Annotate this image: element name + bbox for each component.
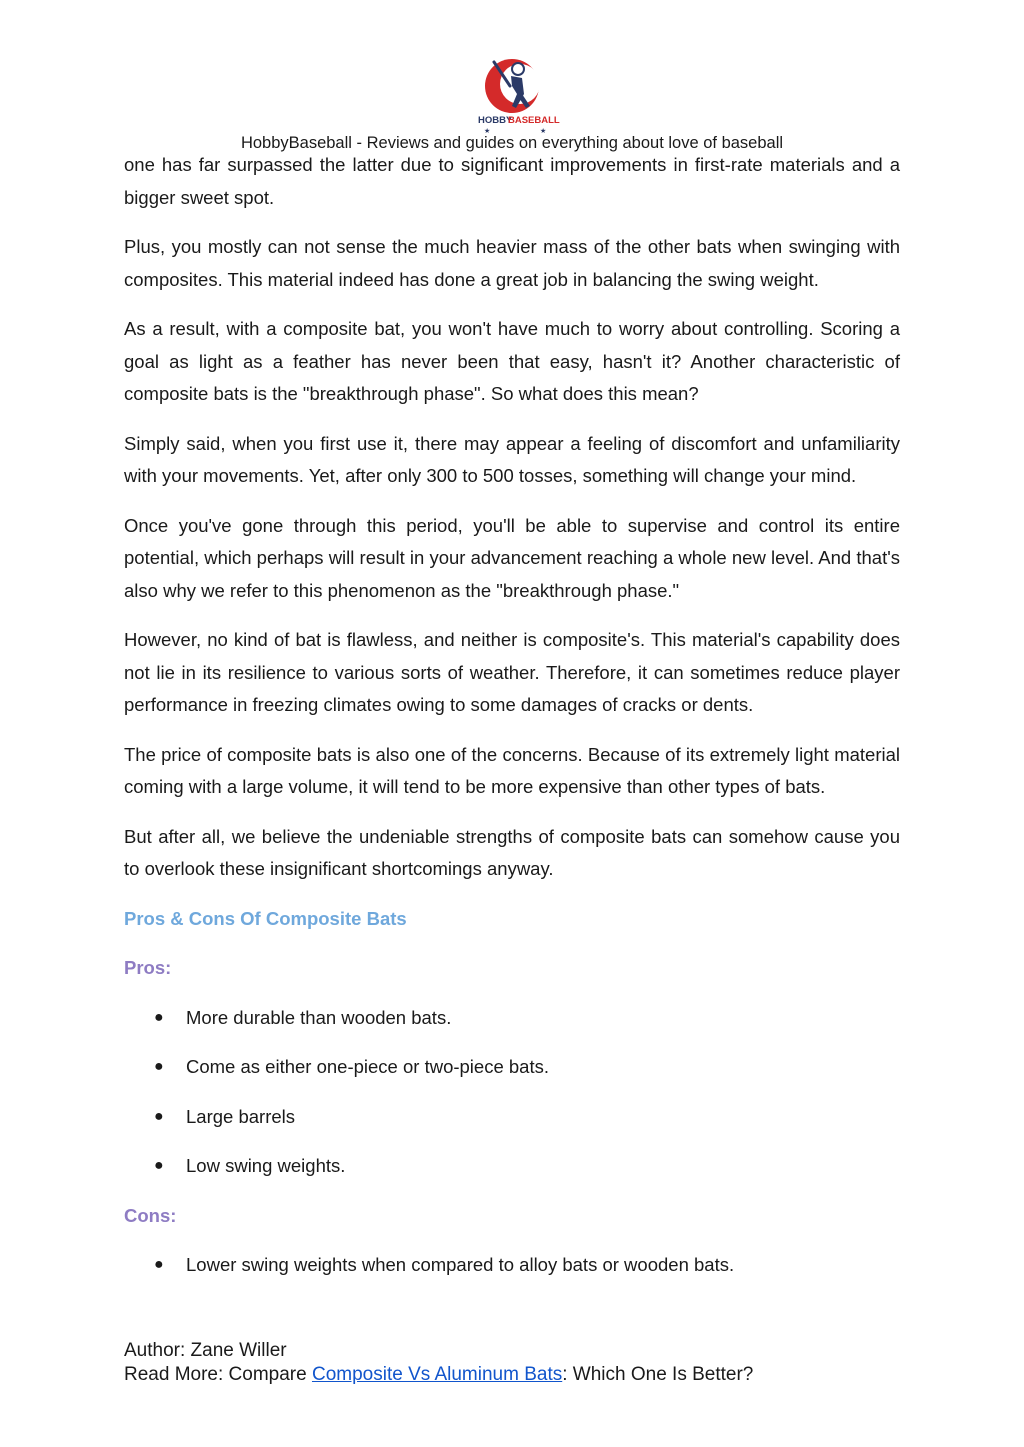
list-item-text: Come as either one-piece or two-piece bats.	[186, 1056, 549, 1077]
logo-wordmark-hobby: HOBBY	[478, 115, 513, 126]
composite-vs-aluminum-link[interactable]: Composite Vs Aluminum Bats	[311, 1364, 563, 1385]
list-item	[124, 1002, 900, 1035]
pros-list	[124, 1002, 900, 1183]
cons-heading: Cons:	[124, 1204, 177, 1226]
paragraph: However, no kind of bat is flawless, and neither is composite's. This material's capability does not lie in its resilience to various sorts of weather. Therefore, it can sometimes reduce player performance in freezing climates owing to some damages of cracks or dents.	[124, 629, 900, 715]
svg-text:★: ★	[540, 128, 547, 135]
paragraph: Once you've gone through this period, you'll be able to supervise and control its entire potential, which perhaps will result in your advancement reaching a whole new level. And that's also why we refer to this phenomenon as the "breakthrough phase."	[124, 514, 900, 601]
bullet-icon: ●	[154, 1008, 164, 1026]
hobbybaseball-logo	[478, 56, 560, 135]
cons-list	[124, 1249, 900, 1282]
list-item	[124, 1101, 900, 1134]
bullet-icon: ●	[154, 1058, 164, 1075]
paragraph: Plus, you mostly can not sense the much heavier mass of the other bats when swinging with composites. This material indeed has done a great job in balancing the swing weight.	[124, 236, 900, 290]
paragraph: But after all, we believe the undeniable strengths of composite bats can somehow cause you to overlook these insignificant shortcomings anyway.	[124, 825, 900, 879]
logo-wordmark-baseball: BASEBALL	[508, 115, 560, 126]
section-heading: Pros & Cons Of Composite Bats	[124, 907, 407, 929]
bullet-icon: ●	[154, 1157, 164, 1174]
bullet-icon: ●	[154, 1256, 164, 1273]
read-more-prefix: Read More: Compare	[124, 1364, 312, 1385]
author-line: Author: Zane Willer	[124, 1340, 287, 1361]
svg-text:★: ★	[484, 128, 491, 135]
header-tagline: HobbyBaseball - Reviews and guides on everything about love of baseball	[240, 134, 784, 152]
article-body	[124, 149, 900, 1299]
pros-heading: Pros:	[124, 957, 172, 978]
baseball-player-icon	[478, 56, 560, 135]
page-footer	[124, 1339, 753, 1387]
list-item-text: More durable than wooden bats.	[186, 1006, 452, 1028]
read-more-suffix: : Which One Is Better?	[562, 1364, 754, 1385]
list-item-text: Low swing weights.	[186, 1155, 346, 1176]
list-item	[124, 1051, 900, 1084]
list-item-text: Lower swing weights when compared to alloy bats or wooden bats.	[186, 1254, 735, 1275]
paragraph: Simply said, when you first use it, there may appear a feeling of discomfort and unfamiliarity with your movements. Yet, after only 300 to 500 tosses, something will change your mind.	[124, 432, 900, 486]
read-more-line	[124, 1363, 753, 1387]
list-item-text: Large barrels	[186, 1105, 296, 1127]
list-item	[124, 1150, 900, 1183]
bullet-icon: ●	[154, 1107, 164, 1125]
list-item	[124, 1249, 900, 1282]
paragraph: one has far surpassed the latter due to significant improvements in first-rate materials and a bigger sweet spot.	[124, 154, 900, 208]
paragraph: As a result, with a composite bat, you won't have much to worry about controlling. Scoring a goal as light as a feather has never been that easy, hasn't it? Another characteristic of composite bats is the "breakthrough phase". So what does this mean?	[124, 318, 900, 404]
paragraph: The price of composite bats is also one of the concerns. Because of its extremely light material coming with a large volume, it will tend to be more expensive than other types of bats.	[124, 743, 900, 797]
